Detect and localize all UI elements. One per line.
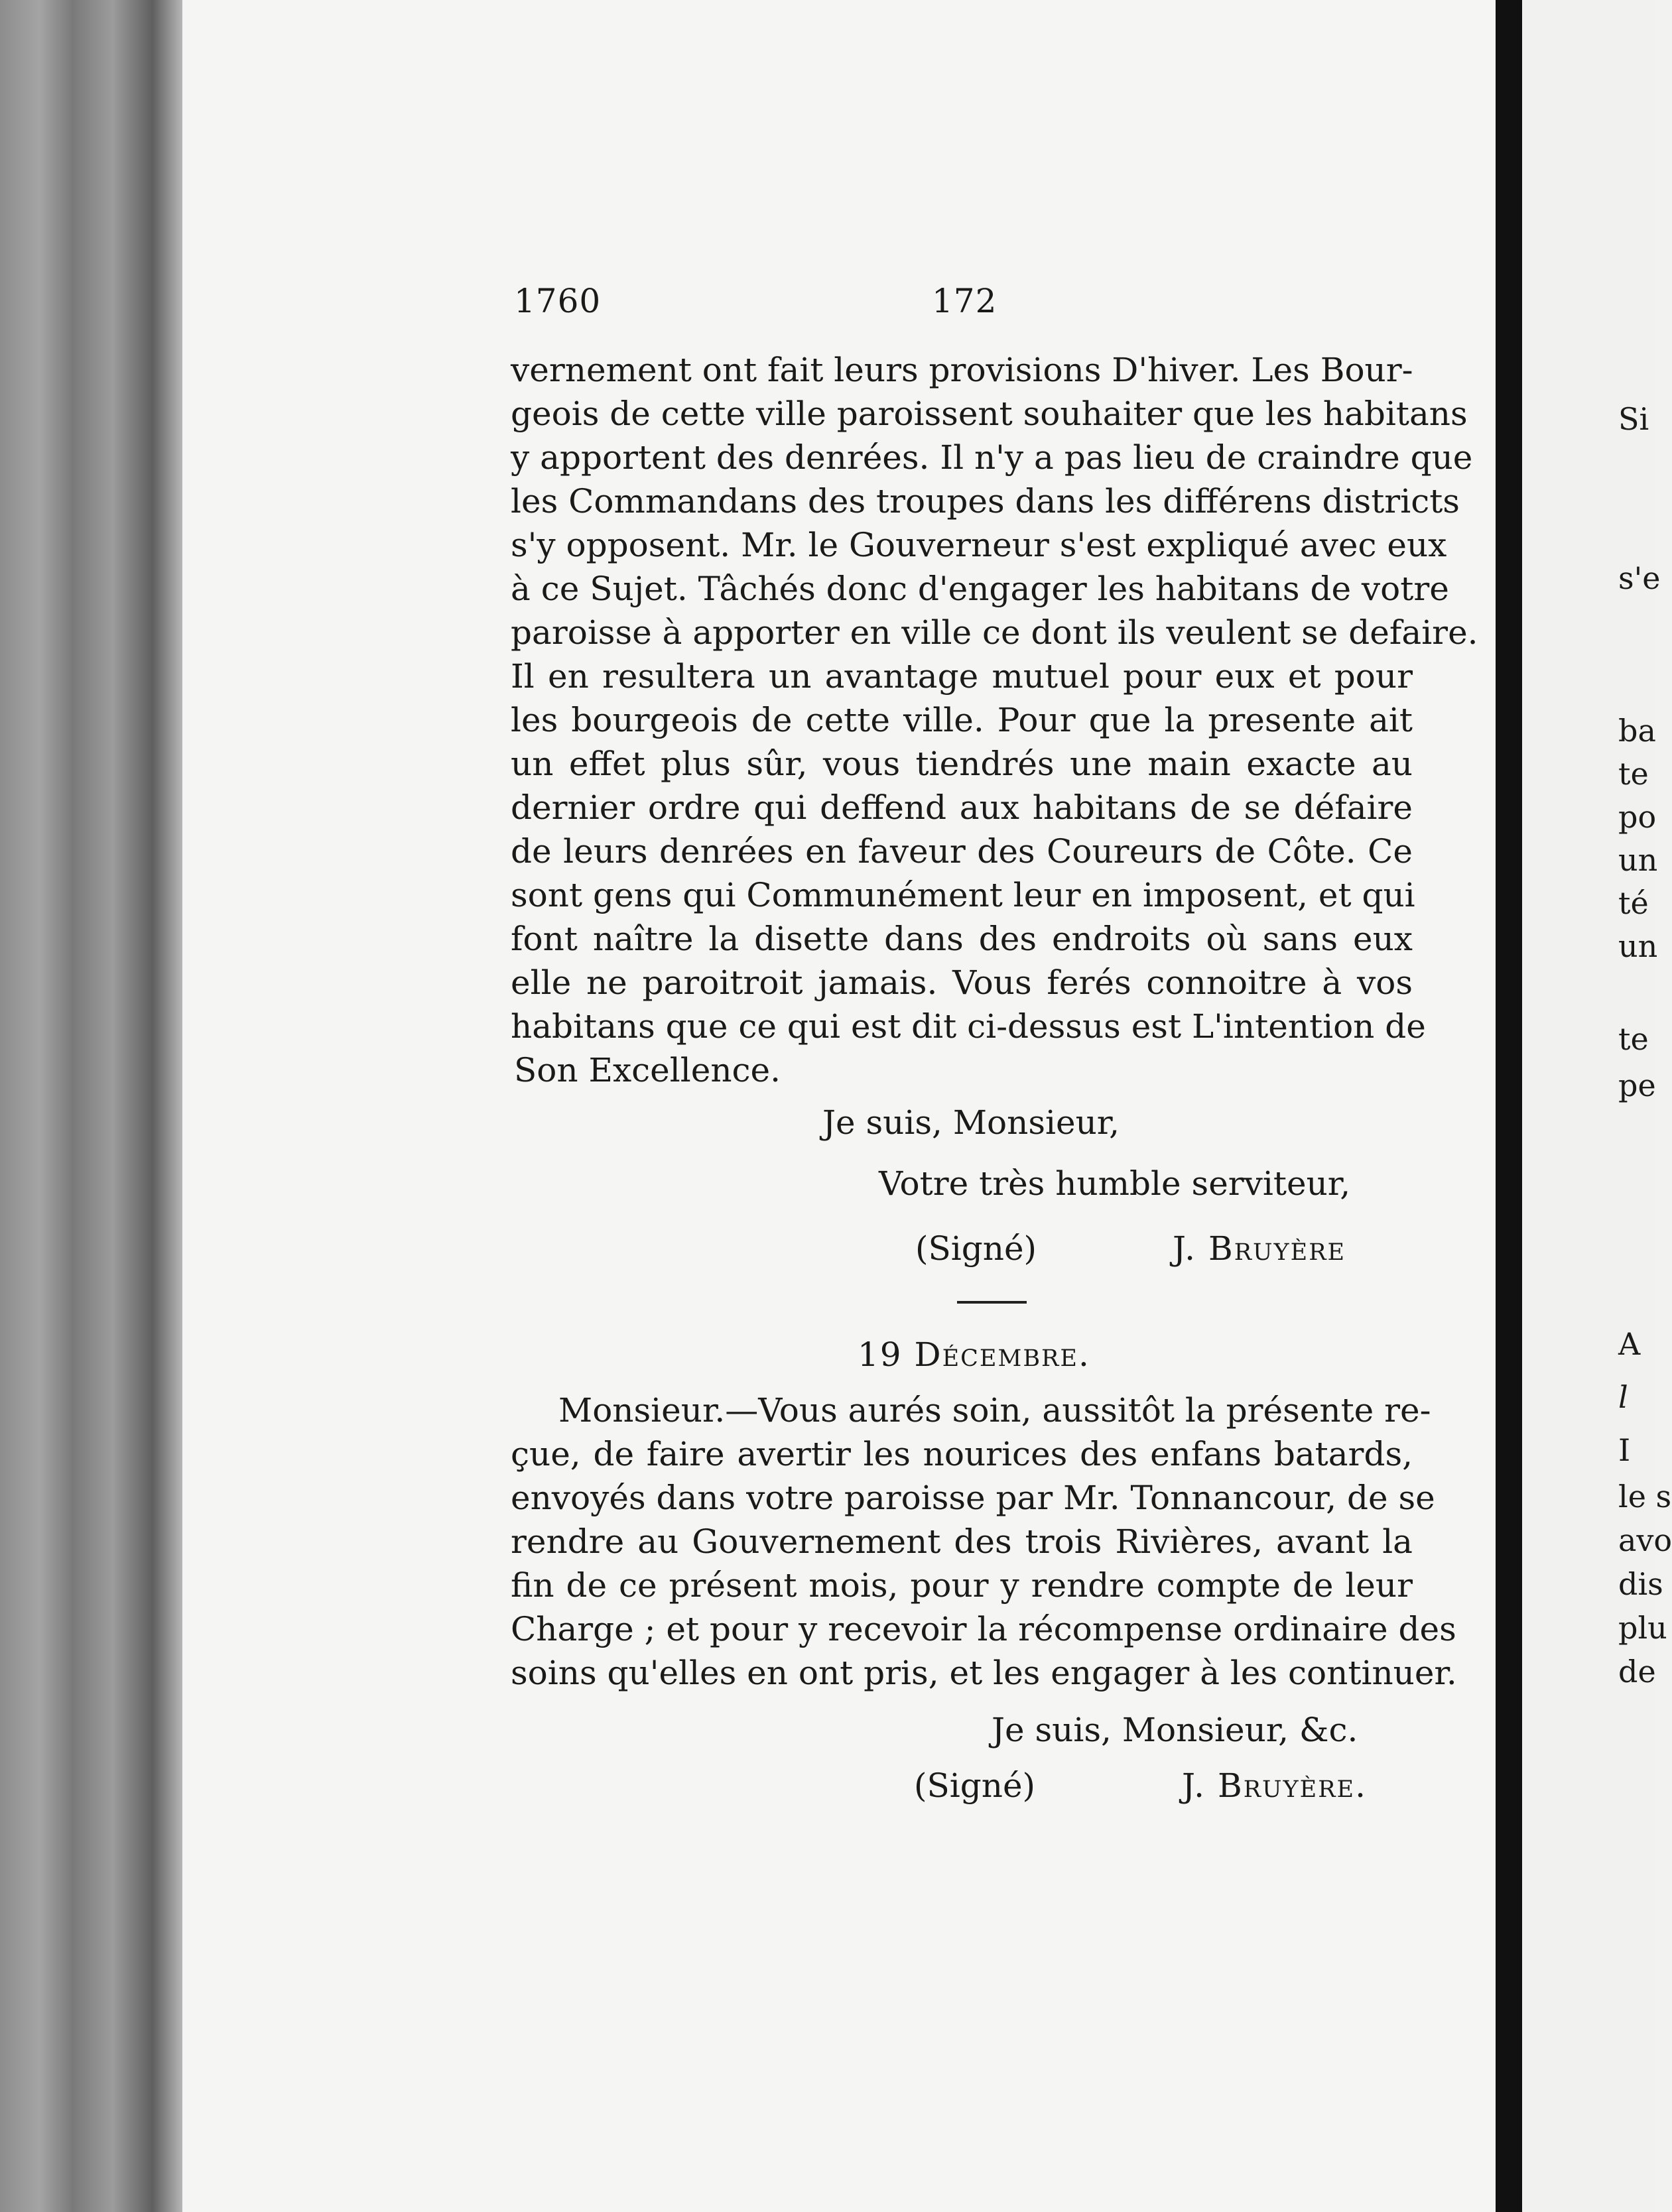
text-line: y apportent des denrées. Il n'y a pas lieu de craindre que [511, 438, 1473, 477]
text-line: font naître la disette dans des endroits où sans eux [511, 920, 1413, 958]
letter-date: 19 Décembre. [858, 1335, 1090, 1374]
text-line: les bourgeois de cette ville. Pour que la presente ait [511, 701, 1413, 739]
text-line: geois de cette ville paroissent souhaiter que les habitans [511, 395, 1468, 433]
text-line: envoyés dans votre paroisse par Mr. Tonnancour, de se [511, 1479, 1435, 1517]
closing-line: Je suis, Monsieur, &c. [992, 1711, 1358, 1749]
signature: J. Bruyère [1173, 1229, 1346, 1268]
text-line: rendre au Gouvernement des trois Rivières, avant la [511, 1522, 1413, 1561]
right-page-fragment: le s [1618, 1479, 1672, 1514]
text-line: elle ne paroitroit jamais. Vous ferés connoitre à vos [511, 963, 1413, 1002]
text-line: Monsieur.—Vous aurés soin, aussitôt la présente re- [558, 1391, 1431, 1430]
text-line: soins qu'elles en ont pris, et les engager à les continuer. [511, 1654, 1457, 1692]
right-page-fragment: l [1618, 1379, 1628, 1415]
right-page-fragment: dis [1618, 1566, 1663, 1602]
section-divider [957, 1301, 1027, 1304]
right-page-fragment: plu [1618, 1610, 1667, 1646]
right-page-fragment: Si [1618, 401, 1649, 437]
page-number: 172 [932, 282, 997, 320]
text-line: de leurs denrées en faveur des Coureurs de Côte. Ce [511, 832, 1413, 871]
right-page-fragment: te [1618, 1021, 1649, 1057]
text-line: paroisse à apporter en ville ce dont ils veulent se defaire. [511, 613, 1478, 652]
right-page-fragment: ba [1618, 713, 1656, 749]
text-line-last: Son Excellence. [514, 1051, 781, 1089]
text-line: un effet plus sûr, vous tiendrés une main exacte au [511, 745, 1413, 783]
text-line: s'y opposent. Mr. le Gouverneur s'est expliqué avec eux [511, 526, 1447, 564]
right-page-fragment: avo [1618, 1522, 1672, 1558]
text-line: sont gens qui Communément leur en imposent, et qui [511, 876, 1415, 914]
right-page-fragment: un [1618, 928, 1658, 964]
book-binding [0, 0, 182, 2212]
right-page-fragment: s'e [1618, 560, 1661, 596]
header-year: 1760 [514, 282, 602, 320]
signature: J. Bruyère. [1182, 1766, 1367, 1805]
closing-line-2: Votre très humble serviteur, [879, 1164, 1351, 1203]
right-page-fragment: de [1618, 1654, 1656, 1690]
page-gutter [1496, 0, 1522, 2212]
closing-line: Je suis, Monsieur, [822, 1103, 1120, 1142]
signed-label: (Signé) [915, 1229, 1037, 1268]
text-line: dernier ordre qui deffend aux habitans de se défaire [511, 788, 1413, 827]
text-line: Il en resultera un avantage mutuel pour eux et pour [511, 657, 1413, 696]
text-line: les Commandans des troupes dans les différens districts [511, 482, 1460, 521]
text-line: à ce Sujet. Tâchés donc d'engager les habitans de votre [511, 570, 1449, 608]
text-line: habitans que ce qui est dit ci-dessus est L'intention de [511, 1007, 1426, 1046]
signed-label: (Signé) [914, 1766, 1036, 1805]
text-line: çue, de faire avertir les nourices des enfans batards, [511, 1435, 1413, 1473]
right-page-fragment: A [1618, 1326, 1641, 1362]
text-line: vernement ont fait leurs provisions D'hiver. Les Bour- [511, 351, 1413, 389]
right-page-fragment: po [1618, 799, 1657, 835]
text-line: Charge ; et pour y recevoir la récompense ordinaire des [511, 1610, 1456, 1648]
right-page-fragment: te [1618, 756, 1649, 792]
right-page-fragment: I [1618, 1432, 1631, 1468]
right-page [1522, 0, 1658, 2212]
right-page-fragment: un [1618, 842, 1658, 878]
right-page-fragment: té [1618, 885, 1649, 921]
text-line: fin de ce présent mois, pour y rendre compte de leur [511, 1566, 1413, 1605]
right-page-fragment: pe [1618, 1068, 1656, 1103]
